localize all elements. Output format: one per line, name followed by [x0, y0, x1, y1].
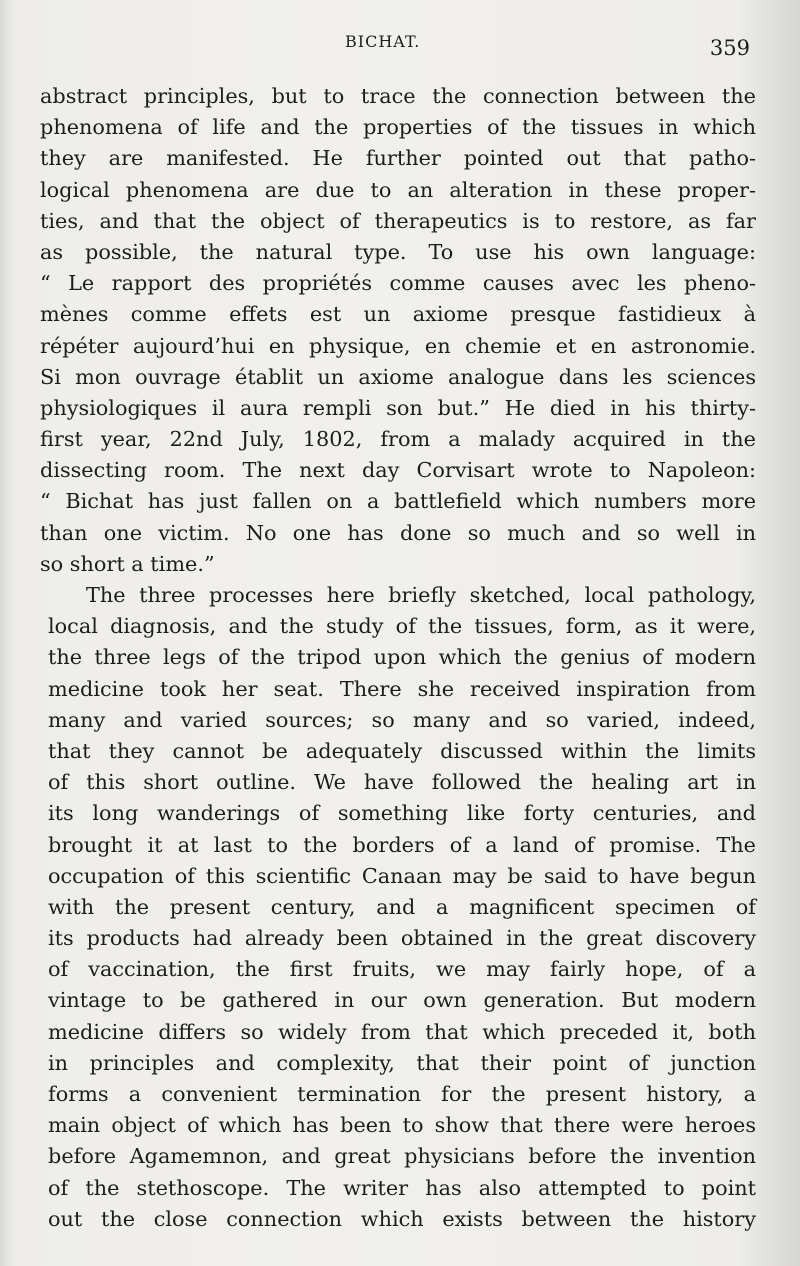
page-header: [0, 30, 800, 64]
text-line: “ Le rapport des propriétés comme causes avec les pheno-: [40, 271, 756, 296]
text-line: before Agamemnon, and great physicians before the invention: [48, 1144, 756, 1169]
text-line: the three legs of the tripod upon which the genius of modern: [48, 645, 756, 670]
text-line: ties, and that the object of therapeutics is to restore, as far: [40, 208, 756, 233]
text-line: forms a convenient termination for the present history, a: [48, 1082, 756, 1106]
text-line: The three processes here briefly sketched, local pathology,: [86, 583, 756, 607]
text-line: vintage to be gathered in our own generation. But modern: [48, 988, 756, 1013]
text-line: than one victim. No one has done so much and so well in: [40, 520, 756, 545]
text-line: its products had already been obtained in the great discovery: [48, 926, 756, 951]
paragraph-2: [40, 580, 756, 1235]
page-number: 359: [709, 36, 750, 60]
text-line: main object of which has been to show that there were heroes: [48, 1113, 756, 1138]
text-line: many and varied sources; so many and so varied, indeed,: [48, 707, 756, 732]
text-line: brought it at last to the borders of a land of promise. The: [48, 832, 756, 857]
text-line: dissecting room. The next day Corvisart wrote to Napoleon:: [40, 458, 756, 483]
text-line: with the present century, and a magnificent specimen of: [48, 894, 756, 919]
text-line: of vaccination, the first fruits, we may fairly hope, of a: [48, 957, 756, 982]
running-head: BICHAT.: [345, 32, 421, 51]
text-line: mènes comme effets est un axiome presque fastidieux à: [40, 302, 756, 327]
text-line: they are manifested. He further pointed out that patho-: [40, 146, 756, 171]
text-line: in principles and complexity, that their point of junction: [48, 1050, 756, 1075]
text-line: of the stethoscope. The writer has also attempted to point: [48, 1175, 756, 1200]
text-line: abstract principles, but to trace the connection between the: [40, 84, 756, 108]
text-line: “ Bichat has just fallen on a battlefield which numbers more: [40, 489, 756, 514]
text-line: medicine took her seat. There she received inspiration from: [48, 676, 756, 701]
text-line: occupation of this scientific Canaan may be said to have begun: [48, 863, 756, 888]
text-line: of this short outline. We have followed the healing art in: [48, 770, 756, 795]
text-line: Si mon ouvrage établit un axiome analogue dans les sciences: [40, 364, 756, 389]
paragraph-1: [40, 81, 756, 580]
text-line: its long wanderings of something like forty centuries, and: [48, 801, 756, 826]
text-line: so short a time.”: [40, 551, 215, 576]
text-line: out the close connection which exists between the history: [48, 1206, 756, 1231]
text-line: répéter aujourd’hui en physique, en chemie et en astronomie.: [40, 333, 756, 358]
body-text: [40, 81, 756, 1235]
text-line: logical phenomena are due to an alteration in these proper-: [40, 177, 756, 202]
text-line: as possible, the natural type. To use his own language:: [40, 239, 756, 264]
text-line: physiologiques il aura rempli son but.” He died in his thirty-: [40, 395, 756, 420]
text-line: that they cannot be adequately discussed within the limits: [48, 738, 756, 763]
text-line: local diagnosis, and the study of the tissues, form, as it were,: [48, 614, 756, 639]
text-line: first year, 22nd July, 1802, from a malady acquired in the: [40, 427, 756, 452]
text-line: medicine differs so widely from that which preceded it, both: [48, 1019, 756, 1044]
text-line: phenomena of life and the properties of the tissues in which: [40, 115, 756, 140]
